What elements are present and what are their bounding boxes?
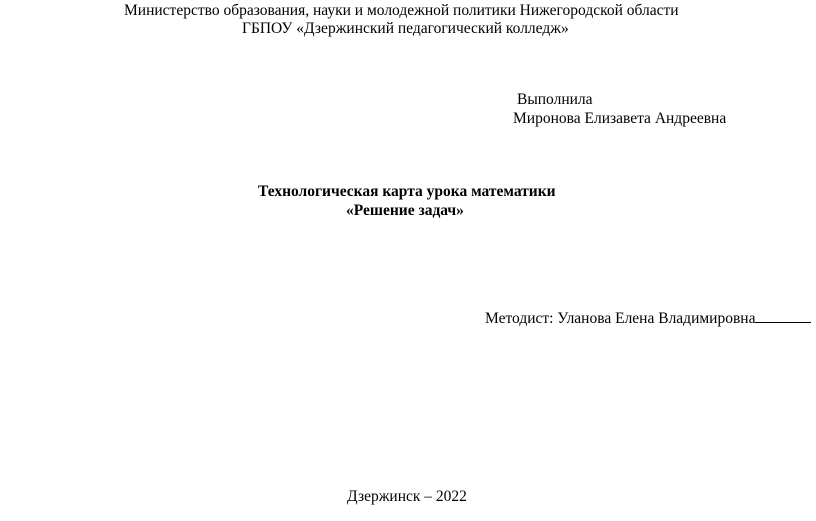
document-subtitle: «Решение задач» bbox=[346, 202, 464, 219]
author-label: Выполнила bbox=[517, 91, 593, 108]
methodist-line bbox=[485, 309, 811, 328]
city-year: Дзержинск – 2022 bbox=[347, 488, 467, 505]
signature-blank bbox=[755, 309, 811, 323]
document-title: Технологическая карта урока математики bbox=[258, 183, 556, 200]
methodist-text: Методист: Уланова Елена Владимировна bbox=[485, 310, 756, 327]
ministry-heading: Министерство образования, науки и молодежной политики Нижегородской области bbox=[124, 2, 679, 19]
author-name: Миронова Елизавета Андреевна bbox=[513, 110, 727, 127]
college-heading: ГБПОУ «Дзержинский педагогический колледж» bbox=[242, 20, 569, 37]
